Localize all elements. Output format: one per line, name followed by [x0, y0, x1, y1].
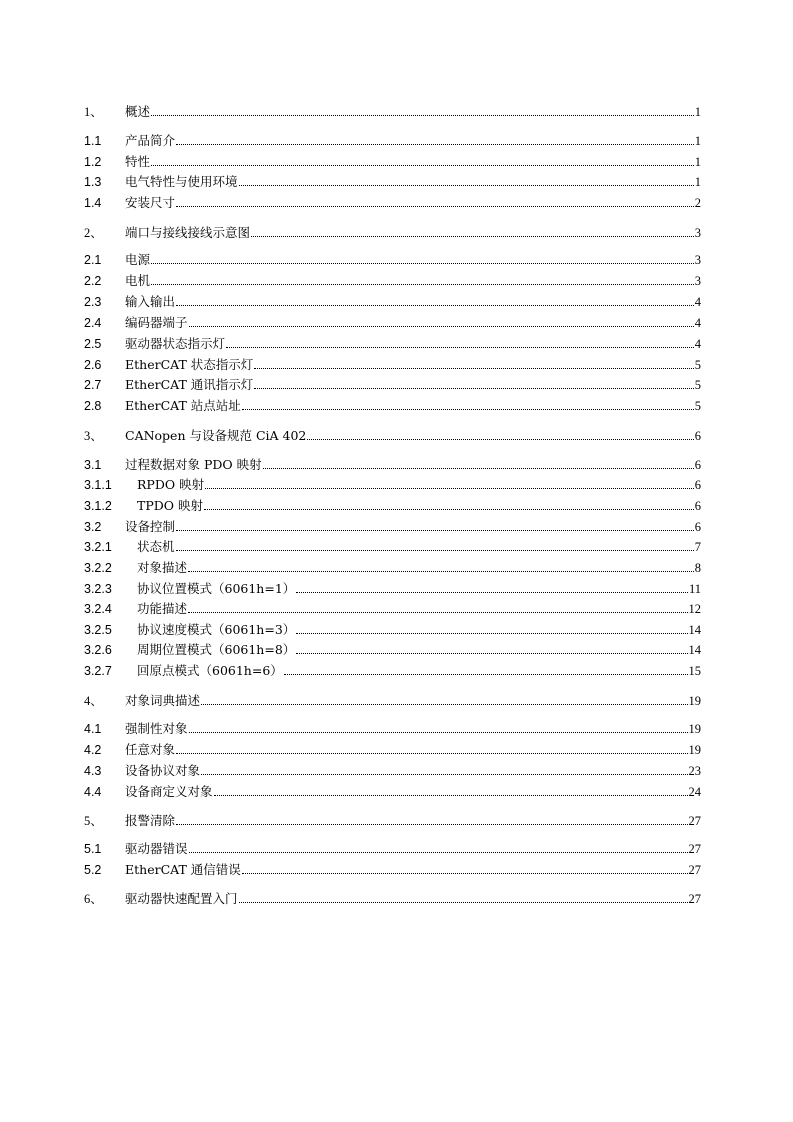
toc-entry-page-number: 3 [694, 226, 701, 240]
toc-entry-number: 3.2.3 [84, 582, 112, 596]
toc-dot-leader [176, 206, 694, 207]
toc-entry-title: 特性 [125, 154, 151, 169]
toc-entry-title: 功能描述 [137, 601, 188, 616]
toc-entry-page-number: 6 [694, 499, 701, 513]
toc-entry-title: 设备协议对象 [125, 763, 201, 778]
toc-entry-page-number: 19 [688, 722, 701, 736]
toc-entry[interactable] [84, 519, 701, 535]
toc-entry-title: 对象描述 [137, 560, 188, 575]
toc-dot-leader [151, 165, 694, 166]
toc-entry-number: 2.7 [84, 378, 102, 392]
toc-entry-title: 报警清除 [125, 813, 176, 828]
toc-entry-page-number: 1 [694, 134, 701, 148]
toc-dot-leader [151, 263, 694, 264]
toc-entry-title: 产品简介 [125, 133, 176, 148]
toc-entry-number: 1.3 [84, 175, 102, 189]
toc-entry-page-number: 3 [694, 253, 701, 267]
toc-entry-number: 3.1 [84, 458, 102, 472]
toc-entry[interactable] [84, 642, 701, 658]
toc-entry[interactable] [84, 841, 701, 857]
toc-dot-leader [205, 488, 694, 489]
toc-entry-number: 2.4 [84, 316, 102, 330]
toc-entry-page-number: 1 [694, 175, 701, 189]
toc-entry-title: 任意对象 [125, 742, 176, 757]
toc-dot-leader [176, 550, 694, 551]
toc-entry-page-number: 23 [688, 764, 701, 778]
toc-entry-page-number: 19 [688, 694, 701, 708]
toc-entry[interactable] [84, 813, 701, 829]
toc-entry[interactable] [84, 252, 701, 268]
toc-entry-title: TPDO 映射 [137, 498, 203, 513]
toc-entry-page-number: 15 [688, 664, 701, 678]
toc-dot-leader [176, 305, 694, 306]
toc-entry-number: 2.3 [84, 295, 102, 309]
toc-entry-number: 2.6 [84, 358, 102, 372]
toc-entry-number: 3.2.4 [84, 602, 112, 616]
toc-dot-leader [242, 409, 694, 410]
toc-entry-page-number: 8 [694, 561, 701, 575]
toc-dot-leader [201, 774, 687, 775]
toc-entry-page-number: 14 [688, 643, 701, 657]
toc-entry-number: 3.2.7 [84, 664, 112, 678]
toc-entry-page-number: 27 [688, 892, 701, 906]
toc-entry-title: 协议速度模式（6061h=3） [137, 622, 296, 637]
toc-entry-number: 3.1.2 [84, 499, 112, 513]
toc-entry[interactable] [84, 315, 701, 331]
toc-dot-leader [307, 439, 693, 440]
toc-entry-number: 5.2 [84, 863, 102, 877]
toc-dot-leader [296, 633, 687, 634]
toc-entry-page-number: 3 [694, 274, 701, 288]
toc-entry-number: 1、 [84, 105, 103, 119]
toc-dot-leader [188, 571, 694, 572]
toc-entry-title: EtherCAT 通讯指示灯 [125, 377, 254, 392]
toc-dot-leader [251, 236, 694, 237]
toc-entry[interactable] [84, 357, 701, 373]
toc-entry-number: 1.1 [84, 134, 102, 148]
toc-entry-page-number: 2 [694, 196, 701, 210]
toc-entry[interactable] [84, 862, 701, 878]
toc-entry[interactable] [84, 721, 701, 737]
toc-entry-title: 强制性对象 [125, 721, 188, 736]
toc-entry-number: 3.2.5 [84, 623, 112, 637]
toc-entry-number: 3.2.1 [84, 540, 112, 554]
toc-entry[interactable] [84, 601, 701, 617]
toc-entry-page-number: 4 [694, 337, 701, 351]
toc-entry-title: RPDO 映射 [137, 477, 205, 492]
toc-entry[interactable] [84, 477, 701, 493]
toc-dot-leader [242, 873, 688, 874]
toc-entry-title: 过程数据对象 PDO 映射 [125, 457, 262, 472]
toc-entry-page-number: 4 [694, 316, 701, 330]
toc-entry-page-number: 27 [688, 814, 701, 828]
toc-dot-leader [263, 468, 694, 469]
toc-entry-page-number: 7 [694, 540, 701, 554]
toc-dot-leader [176, 144, 694, 145]
toc-dot-leader [254, 388, 693, 389]
toc-entry[interactable] [84, 498, 701, 514]
toc-entry-title: 协议位置模式（6061h=1） [137, 581, 296, 596]
toc-entry[interactable] [84, 763, 701, 779]
toc-entry-page-number: 6 [694, 520, 701, 534]
toc-entry[interactable] [84, 457, 701, 473]
toc-entry-title: 输入输出 [125, 294, 176, 309]
toc-dot-leader [226, 347, 694, 348]
toc-entry-page-number: 5 [694, 378, 701, 392]
toc-entry-page-number: 1 [694, 105, 701, 119]
toc-entry-page-number: 27 [688, 842, 701, 856]
toc-entry[interactable] [84, 377, 701, 393]
toc-entry-title: 对象词典描述 [125, 693, 201, 708]
toc-dot-leader [239, 902, 688, 903]
toc-entry-title: 驱动器快速配置入门 [125, 891, 238, 906]
toc-entry-title: 编码器端子 [125, 315, 188, 330]
toc-entry-title: EtherCAT 站点站址 [125, 398, 241, 413]
toc-dot-leader [189, 732, 688, 733]
toc-entry-number: 4、 [84, 694, 103, 708]
toc-entry[interactable] [84, 784, 701, 800]
toc-entry-number: 5.1 [84, 842, 102, 856]
toc-entry[interactable] [84, 273, 701, 289]
toc-entry-number: 1.2 [84, 155, 102, 169]
toc-entry[interactable] [84, 663, 701, 679]
toc-dot-leader [189, 852, 688, 853]
toc-entry-number: 4.1 [84, 722, 102, 736]
toc-dot-leader [151, 115, 694, 116]
toc-entry[interactable] [84, 133, 701, 149]
toc-entry[interactable] [84, 693, 701, 709]
toc-dot-leader [204, 509, 694, 510]
toc-dot-leader [201, 704, 687, 705]
toc-entry-title: 电气特性与使用环境 [125, 174, 238, 189]
toc-entry-number: 3.2.2 [84, 561, 112, 575]
toc-entry-page-number: 24 [688, 785, 701, 799]
toc-entry-title: 设备商定义对象 [125, 784, 213, 799]
toc-entry-page-number: 6 [694, 458, 701, 472]
toc-entry-page-number: 12 [688, 602, 701, 616]
toc-entry-title: CANopen 与设备规范 CiA 402 [125, 428, 307, 443]
toc-entry-title: 驱动器错误 [125, 841, 188, 856]
toc-entry[interactable] [84, 154, 701, 170]
toc-entry-page-number: 27 [688, 863, 701, 877]
toc-entry-title: 电源 [125, 252, 151, 267]
toc-dot-leader [189, 326, 694, 327]
toc-entry[interactable] [84, 560, 701, 576]
toc-entry-number: 2.8 [84, 399, 102, 413]
toc-entry-number: 2.5 [84, 337, 102, 351]
toc-entry[interactable] [84, 398, 701, 414]
toc-entry-number: 3.2.6 [84, 643, 112, 657]
toc-dot-leader [296, 653, 687, 654]
toc-dot-leader [176, 824, 687, 825]
toc-entry-number: 5、 [84, 814, 103, 828]
toc-entry-number: 3.1.1 [84, 478, 112, 492]
toc-entry-page-number: 19 [688, 743, 701, 757]
toc-entry-title: 状态机 [137, 539, 175, 554]
toc-dot-leader [176, 753, 687, 754]
toc-entry-title: EtherCAT 状态指示灯 [125, 357, 254, 372]
toc-entry[interactable] [84, 174, 701, 190]
toc-entry-number: 3、 [84, 429, 103, 443]
toc-entry-number: 4.2 [84, 743, 102, 757]
toc-dot-leader [176, 530, 694, 531]
toc-entry[interactable] [84, 428, 701, 444]
toc-entry[interactable] [84, 336, 701, 352]
toc-entry[interactable] [84, 294, 701, 310]
toc-dot-leader [284, 674, 688, 675]
toc-entry-number: 2、 [84, 226, 103, 240]
toc-entry-title: EtherCAT 通信错误 [125, 862, 241, 877]
toc-entry-page-number: 5 [694, 358, 701, 372]
toc-entry-title: 驱动器状态指示灯 [125, 336, 226, 351]
toc-entry-page-number: 6 [694, 478, 701, 492]
toc-entry-title: 概述 [125, 104, 151, 119]
toc-dot-leader [296, 592, 688, 593]
toc-entry-page-number: 6 [694, 429, 701, 443]
toc-entry-title: 回原点模式（6061h=6） [137, 663, 283, 678]
toc-entry-number: 3.2 [84, 520, 102, 534]
toc-dot-leader [188, 612, 687, 613]
toc-dot-leader [239, 185, 694, 186]
toc-entry-number: 2.2 [84, 274, 102, 288]
toc-entry[interactable] [84, 539, 701, 555]
toc-entry-number: 1.4 [84, 196, 102, 210]
toc-entry-number: 6、 [84, 892, 103, 906]
toc-entry-number: 4.4 [84, 785, 102, 799]
toc-entry[interactable] [84, 195, 701, 211]
toc-entry-page-number: 4 [694, 295, 701, 309]
toc-entry-page-number: 11 [688, 582, 701, 596]
toc-entry[interactable] [84, 581, 701, 597]
toc-entry-page-number: 1 [694, 155, 701, 169]
toc-entry[interactable] [84, 225, 701, 241]
toc-entry-title: 电机 [125, 273, 151, 288]
toc-entry[interactable] [84, 622, 701, 638]
toc-entry-title: 设备控制 [125, 519, 176, 534]
toc-entry-title: 安装尺寸 [125, 195, 176, 210]
toc-entry-page-number: 14 [688, 623, 701, 637]
toc-entry-number: 4.3 [84, 764, 102, 778]
toc-entry-number: 2.1 [84, 253, 102, 267]
toc-entry-title: 端口与接线接线示意图 [125, 225, 251, 240]
toc-dot-leader [254, 368, 693, 369]
toc-entry[interactable] [84, 104, 701, 120]
toc-entry[interactable] [84, 742, 701, 758]
toc-dot-leader [214, 795, 688, 796]
toc-entry-page-number: 5 [694, 399, 701, 413]
toc-entry-title: 周期位置模式（6061h=8） [137, 642, 296, 657]
toc-dot-leader [151, 284, 694, 285]
toc-entry[interactable] [84, 891, 701, 907]
